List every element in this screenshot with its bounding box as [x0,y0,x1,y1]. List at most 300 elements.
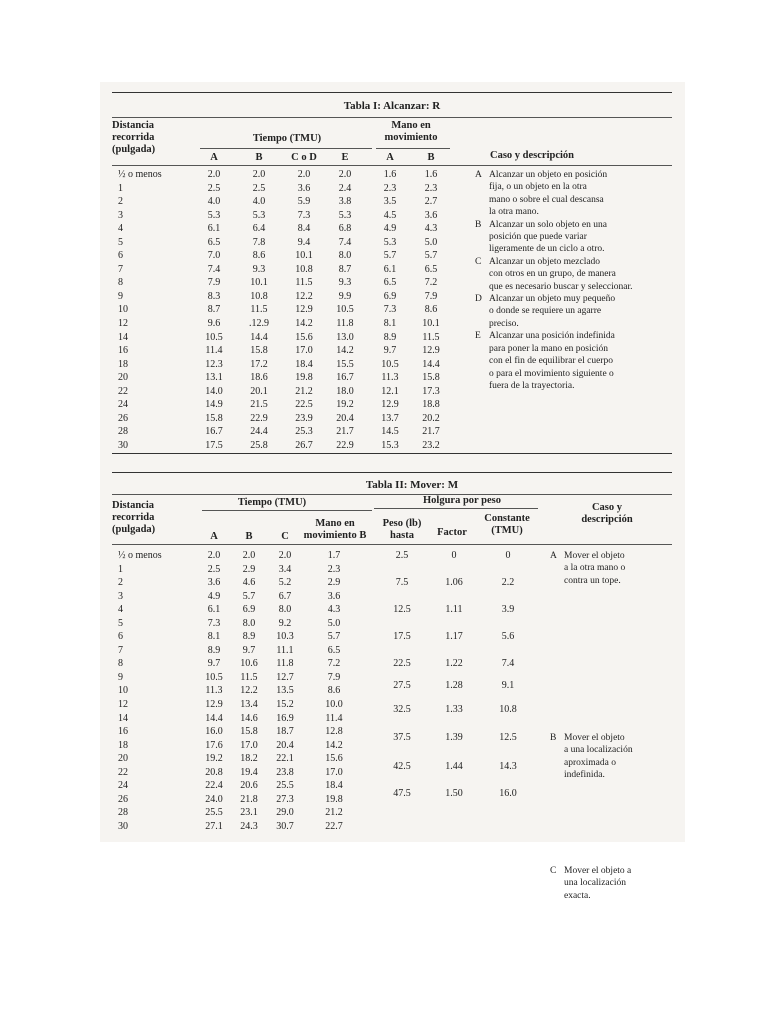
table2-hand-cell: 10.0 [325,699,343,711]
case-line: Alcanzar un solo objeto en una [489,219,607,230]
case-text [489,293,675,330]
table1-distance-cell: 7 [118,263,123,275]
table1-b-cell: 2.5 [252,182,266,194]
table2-distance-cell: 7 [118,644,123,656]
table1-e-cell: 10.5 [336,304,354,316]
case-line: Alcanzar un objeto mezclado [489,256,601,267]
table1-e-cell: 3.8 [338,196,352,208]
case-text [564,865,670,902]
table1-hand-b-cell: 7.9 [424,290,438,302]
table2-factor-cell: 1.28 [445,680,463,692]
table2-hand-cell: 15.6 [325,753,343,765]
case-line: posición que puede variar [489,232,587,243]
table1-hand-b-cell: 5.7 [424,250,438,262]
table1-cd-cell: 15.6 [295,331,313,343]
case-line: o para el movimiento siguiente o [489,368,614,379]
table1-a-cell: 13.1 [205,372,223,384]
table1-hand-b-cell: 3.6 [424,209,438,221]
case-line: o donde se requiere un agarre [489,306,602,317]
table1-hand-a-cell: 14.5 [381,426,399,438]
table2-c-cell: 11.8 [276,658,294,670]
table2-hand-header: Mano en movimiento B [303,518,367,541]
table2-b-cell: 14.6 [240,712,258,724]
table2-a-cell: 20.8 [205,766,223,778]
table1-distance-cell: 1 [118,182,123,194]
table1-cd-cell: 7.3 [297,209,311,221]
case-line: a la otra mano o [564,563,626,574]
table1-cd-cell: 9.4 [297,236,311,248]
table2-hand-cell: 6.5 [327,644,341,656]
table2-hand-cell: 3.6 [327,590,341,602]
table2-factor-label: Factor [437,527,467,538]
table2-c-cell: 30.7 [276,820,294,832]
table2-constant-cell: 16.0 [499,788,517,800]
table1-b-cell: 24.4 [250,426,268,438]
case-line: preciso. [489,318,519,329]
case-line: una localización [564,878,626,889]
case-text [489,256,675,293]
table2-a-cell: 7.3 [207,617,221,629]
table1-b-cell: 25.8 [250,439,268,451]
case-line: Alcanzar una posición indefinida [489,331,615,342]
table1-distance-cell: 12 [118,318,128,330]
table2-a-cell: 9.7 [207,658,221,670]
case-text [489,330,675,392]
table1-a-cell: 17.5 [205,439,223,451]
table1-col-e: E [341,152,349,163]
table1-b-cell: 9.3 [252,263,266,275]
table1-a-cell: 7.4 [207,263,221,275]
table2-a-col [197,549,231,833]
table1-e-cell: 14.2 [336,345,354,357]
table1-cd-cell: 26.7 [295,439,313,451]
table1-e-cell: 6.8 [338,223,352,235]
table1-distance-cell: 2 [118,196,123,208]
table2-a-cell: 16.0 [205,726,223,738]
table2-hand-cell: 5.7 [327,631,341,643]
table1-b-cell: 6.4 [252,223,266,235]
table1-hand-underline [376,148,450,149]
table1-hand-a-cell: 12.9 [381,399,399,411]
table1-e-cell: 20.4 [336,412,354,424]
table1-a-cell: 12.3 [205,358,223,370]
table2-factor-cell: 0 [451,550,457,561]
table2-c-cell: 20.4 [276,739,294,751]
table2-constant-cell: 7.4 [501,658,515,670]
table1-distance-cell: ½ o menos [118,169,162,180]
table1-cd-cell: 17.0 [295,345,313,357]
table2-constant-cell: 14.3 [499,761,517,773]
table1-e-cell: 11.8 [336,318,354,330]
table2-hand-cell: 22.7 [325,820,343,832]
table2-time-header: Tiempo (TMU) [237,497,307,508]
table2-case-item [550,550,670,587]
case-line: fija, o un objeto en la otra [489,182,587,193]
case-line: la otra mano. [489,207,539,218]
table2-c-cell: 15.2 [276,699,294,711]
table2-c-cell: 12.7 [276,671,294,683]
table-mover [112,470,672,901]
table2-c-cell: 11.1 [276,644,294,656]
table1-a-cell: 2.0 [207,169,221,180]
table1-hand-a-cell: 12.1 [381,385,399,397]
table2-a-cell: 8.9 [207,644,221,656]
table1-distance-cell: 28 [118,426,128,438]
table1-e-cell: 2.4 [338,182,352,194]
table2-distance-col [118,549,188,833]
table2-top-rule [112,472,672,473]
table2-weight-cell: 12.5 [393,604,411,616]
table2-b-cell: 19.4 [240,766,258,778]
table1-time-header: Tiempo (TMU) [252,133,322,144]
table1-hand-a-cell: 8.1 [383,318,397,330]
table1-hand-a-cell: 6.5 [383,277,397,289]
table2-hand-cell: 12.8 [325,726,343,738]
table2-constant-cell: 2.2 [501,577,515,589]
table2-a-cell: 2.0 [207,550,221,561]
table1-hand-b-cell: 23.2 [422,439,440,451]
table2-b-cell: 2.0 [242,550,256,561]
table1-cd-cell: 8.4 [297,223,311,235]
case-line: Alcanzar un objeto muy pequeño [489,294,616,305]
table2-hand-cell: 18.4 [325,780,343,792]
table1-hand-b-cell: 6.5 [424,263,438,275]
table2-weight-underline [374,508,538,509]
table2-distance-cell: 28 [118,807,128,819]
table1-hand-b-cell: 10.1 [422,318,440,330]
table2-b-cell: 17.0 [240,739,258,751]
table2-distance-header: Distancia recorrida (pulgada) [112,500,156,535]
table2-distance-cell: 12 [118,699,128,711]
case-line: contra un tope. [564,575,621,586]
table1-b-cell: 17.2 [250,358,268,370]
table2-col-a: A [210,531,218,542]
table1-hand-b-cell: 5.0 [424,236,438,248]
table1-distance-cell: 14 [118,331,128,343]
table1-hand-a-cell: 10.5 [381,358,399,370]
table2-hand-cell: 7.2 [327,658,341,670]
table2-b-cell: 4.6 [242,577,256,589]
case-letter: A [475,170,482,180]
table1-distance-cell: 3 [118,209,123,221]
table2-b-cell: 21.8 [240,793,258,805]
case-line: con otros en un grupo, de manera [489,269,616,280]
table2-b-cell: 6.9 [242,604,256,616]
case-line: fuera de la trayectoria. [489,380,575,391]
table2-factor-cell: 1.44 [445,761,463,773]
case-line: que es necesario buscar y seleccionar. [489,281,633,292]
table2-b-cell: 13.4 [240,699,258,711]
table2-c-cell: 29.0 [276,807,294,819]
case-line: exacta. [564,890,591,901]
table1-cd-col [287,168,321,452]
table2-b-cell: 8.9 [242,631,256,643]
table1-e-col [328,168,362,452]
table1-hand-b-cell: 7.2 [424,277,438,289]
case-line: mano o sobre el cual descansa [489,194,604,205]
table2-case-header: Caso y descripción [581,502,633,525]
table2-b-cell: 15.8 [240,726,258,738]
table2-hand-cell: 21.2 [325,807,343,819]
table1-e-cell: 22.9 [336,439,354,451]
case-line: para poner la mano en posición [489,343,608,354]
table1-hand-b-cell: 15.8 [422,372,440,384]
table1-hand-a-cell: 5.3 [383,236,397,248]
table1-col-b: B [255,152,263,163]
table1-bottom-rule [112,453,672,454]
table1-e-cell: 8.0 [338,250,352,262]
case-line: Mover el objeto [564,733,625,743]
case-letter: D [475,294,482,305]
table1-e-cell: 2.0 [338,169,352,180]
table2-distance-cell: 2 [118,577,123,589]
table1-hand-header: Mano en movimiento [384,120,438,143]
table1-distance-cell: 16 [118,345,128,357]
table1-case-item [475,169,675,219]
table2-b-cell: 11.5 [240,671,258,683]
table2-weight-cell: 7.5 [395,577,409,589]
table1-a-cell: 6.5 [207,236,221,248]
table1-cd-cell: 10.1 [295,250,313,262]
table2-b-cell: 23.1 [240,807,258,819]
table2-hand-cell: 2.9 [327,577,341,589]
table2-distance-cell: 5 [118,617,123,629]
table2-factor-cell: 1.06 [445,577,463,589]
table2-hand-cell: 19.8 [325,793,343,805]
table2-weight-cell: 27.5 [393,680,411,692]
case-line: Mover el objeto [564,551,625,561]
table1-distance-cell: 4 [118,223,123,235]
table2-a-cell: 4.9 [207,590,221,602]
table1-e-cell: 5.3 [338,209,352,221]
table2-weight-cell: 42.5 [393,761,411,773]
case-line: a una localización [564,745,633,756]
table2-constant-cell: 10.8 [499,704,517,716]
table2-c-cell: 23.8 [276,766,294,778]
table2-weight-cell: 32.5 [393,704,411,716]
table1-a-cell: 5.3 [207,209,221,221]
table2-a-cell: 25.5 [205,807,223,819]
table2-c-cell: 8.0 [278,604,292,616]
table2-c-cell: 27.3 [276,793,294,805]
table1-case-item [475,330,675,392]
table2-a-cell: 8.1 [207,631,221,643]
table1-distance-cell: 5 [118,236,123,248]
table1-hand-a-cell: 15.3 [381,439,399,451]
table1-hand-a-cell: 6.9 [383,290,397,302]
table2-distance-cell: 3 [118,590,123,602]
table1-b-cell: 10.8 [250,290,268,302]
table2-case-item [550,732,670,782]
table1-cd-cell: 11.5 [295,277,313,289]
table2-a-cell: 11.3 [205,685,223,697]
table1-cd-cell: 14.2 [295,318,313,330]
table1-b-cell: .12.9 [249,318,269,330]
table1-distance-cell: 6 [118,250,123,262]
table2-distance-cell: 4 [118,604,123,616]
table1-hand-a-cell: 1.6 [383,169,397,180]
table1-e-cell: 15.5 [336,358,354,370]
table2-weight-cell: 2.5 [395,550,409,561]
table2-a-cell: 12.9 [205,699,223,711]
table2-b-cell: 9.7 [242,644,256,656]
table1-hand-a-cell: 13.7 [381,412,399,424]
table1-cd-cell: 18.4 [295,358,313,370]
table1-hand-b-cell: 17.3 [422,385,440,397]
table1-hand-b-cell: 11.5 [422,331,440,343]
table2-time-underline [202,510,372,511]
case-line: con el fin de equilibrar el cuerpo [489,356,613,367]
table2-a-cell: 19.2 [205,753,223,765]
table2-constant-cell: 9.1 [501,680,515,692]
table1-hand-a-cell: 9.7 [383,345,397,357]
table2-hand-cell: 8.6 [327,685,341,697]
table2-a-cell: 27.1 [205,820,223,832]
table2-weight-cell: 17.5 [393,631,411,643]
table1-cd-cell: 21.2 [295,385,313,397]
table1-case-item [475,293,675,330]
case-line: Mover el objeto a [564,866,632,876]
table2-constant-cell: 12.5 [499,731,517,743]
table1-distance-cell: 8 [118,277,123,289]
table1-cd-cell: 5.9 [297,196,311,208]
table1-a-cell: 14.9 [205,399,223,411]
table2-distance-cell: 30 [118,820,128,832]
table1-a-cell: 4.0 [207,196,221,208]
table2-b-col [232,549,266,833]
table2-a-cell: 14.4 [205,712,223,724]
table1-b-cell: 8.6 [252,250,266,262]
table2-distance-cell: 24 [118,780,128,792]
table1-b-cell: 21.5 [250,399,268,411]
table2-factor-cell: 1.39 [445,731,463,743]
table1-distance-cell: 18 [118,358,128,370]
table1-a-cell: 11.4 [205,345,223,357]
table2-distance-cell: 22 [118,766,128,778]
table1-distance-cell: 10 [118,304,128,316]
table1-distance-cell: 30 [118,439,128,451]
table1-a-cell: 2.5 [207,182,221,194]
table2-distance-cell: 10 [118,685,128,697]
table1-cd-cell: 3.6 [297,182,311,194]
table1-b-col [242,168,276,452]
table1-a-cell: 14.0 [205,385,223,397]
table2-c-cell: 2.0 [278,550,292,561]
table1-b-cell: 15.8 [250,345,268,357]
table2-distance-cell: 8 [118,658,123,670]
table1-hand-b-cell: 2.7 [424,196,438,208]
table2-a-cell: 24.0 [205,793,223,805]
table1-hand-b-col [414,168,448,452]
table2-hand-cell: 1.7 [327,550,341,561]
table1-col-a: A [210,152,218,163]
table2-distance-cell: 14 [118,712,128,724]
case-letter: C [475,256,482,267]
table2-a-cell: 10.5 [205,671,223,683]
table1-distance-col [118,168,188,452]
table1-hand-b-cell: 4.3 [424,223,438,235]
table2-constant-cell: 3.9 [501,604,515,616]
table1-col-cd: C o D [291,152,317,163]
table1-e-cell: 9.9 [338,290,352,302]
table-alcanzar [112,92,672,454]
case-line: ligeramente de un ciclo a otro. [489,244,605,255]
document-page [100,82,685,901]
table2-c-cell: 13.5 [276,685,294,697]
table1-case-item [475,219,675,256]
table2-b-cell: 5.7 [242,590,256,602]
table1-b-cell: 10.1 [250,277,268,289]
case-text [564,550,670,587]
table1-a-cell: 10.5 [205,331,223,343]
case-letter: B [475,219,482,230]
table1-b-cell: 14.4 [250,331,268,343]
table1-b-cell: 2.0 [252,169,266,180]
table1-hand-a-cell: 2.3 [383,182,397,194]
case-text [489,169,675,219]
table1-distance-cell: 22 [118,385,128,397]
table2-distance-cell: 26 [118,793,128,805]
table1-hand-a-cell: 7.3 [383,304,397,316]
table2-col-b: B [245,531,253,542]
table1-e-cell: 8.7 [338,263,352,275]
table2-hand-cell: 11.4 [325,712,343,724]
table1-hand-b-cell: 20.2 [422,412,440,424]
table2-c-cell: 18.7 [276,726,294,738]
table1-hand-b-cell: 2.3 [424,182,438,194]
table2-distance-cell: 18 [118,739,128,751]
table2-hand-cell: 2.3 [327,563,341,575]
table1-hand-a-cell: 8.9 [383,331,397,343]
table2-distance-cell: 1 [118,563,123,575]
table1-cd-cell: 12.9 [295,304,313,316]
table1-cd-cell: 23.9 [295,412,313,424]
table2-factor-cell: 1.33 [445,704,463,716]
table2-c-cell: 3.4 [278,563,292,575]
table2-hand-cell: 4.3 [327,604,341,616]
case-line: Alcanzar un objeto en posición [489,170,608,180]
table2-b-cell: 20.6 [240,780,258,792]
table2-hand-cell: 7.9 [327,671,341,683]
table1-title: Tabla I: Alcanzar: R [343,100,441,112]
table1-cd-cell: 25.3 [295,426,313,438]
table2-constant-cell: 0 [505,550,511,561]
table1-time-underline [200,148,372,149]
table2-c-cell: 25.5 [276,780,294,792]
table2-distance-cell: 9 [118,671,123,683]
table2-a-cell: 17.6 [205,739,223,751]
table1-case-item [475,256,675,293]
table1-hand-a-cell: 4.9 [383,223,397,235]
table2-a-cell: 22.4 [205,780,223,792]
case-letter: A [550,551,557,561]
table2-factor-cell: 1.50 [445,788,463,800]
table2-weight-cell: 37.5 [393,731,411,743]
table1-a-cell: 15.8 [205,412,223,424]
table2-c-cell: 6.7 [278,590,292,602]
table2-distance-cell: 20 [118,753,128,765]
table2-weight-header: Holgura por peso [423,495,501,506]
table1-hand-a-cell: 5.7 [383,250,397,262]
table1-hand-a-cell: 6.1 [383,263,397,275]
case-letter: B [550,733,557,743]
case-line: indefinida. [564,770,605,781]
table2-c-col [268,549,302,833]
table1-e-cell: 16.7 [336,372,354,384]
table2-c-cell: 10.3 [276,631,294,643]
table2-a-cell: 2.5 [207,563,221,575]
table1-a-cell: 6.1 [207,223,221,235]
